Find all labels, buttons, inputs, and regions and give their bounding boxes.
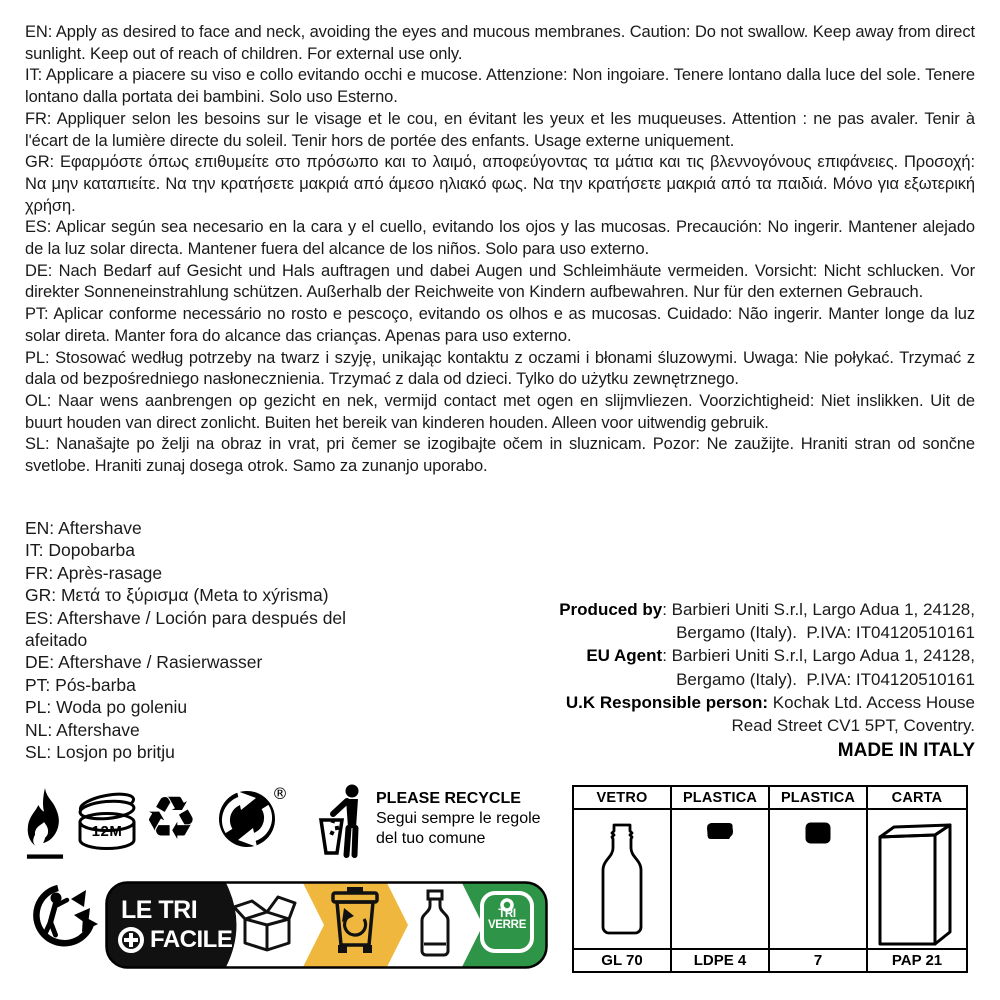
plus-icon: [118, 927, 144, 953]
directions-de: DE: Nach Bedarf auf Gesicht und Hals auftragen und dabei Augen und Schleimhäute vermeiden. Vorsicht: Nicht schlucken. Vor direkter Sonneneinstrahlung schützen. Außerhalb der Reichweite von Kindern aufbewahren. Nur für den externen Gebrauch.: [25, 261, 975, 302]
please-recycle-block: [376, 789, 586, 849]
code-pap21: PAP 21: [891, 952, 943, 969]
plastic-cap-icon: [706, 822, 734, 840]
registered-trademark-icon: ®: [272, 784, 288, 803]
cell-cardboard-box: [868, 810, 966, 950]
cell-plastic-cap-square: [770, 810, 868, 950]
plastic-cap-square-icon: [805, 822, 831, 844]
triman-icon: [28, 884, 98, 952]
green-dot-icon: [218, 790, 276, 848]
pao-12m-icon: [76, 791, 138, 851]
pao-12m-label: 12M: [91, 823, 123, 840]
code-ldpe4: LDPE 4: [672, 950, 770, 971]
produced-by-line2: Bergamo (Italy). P.IVA: IT04120510161: [676, 623, 975, 643]
eu-agent-line: EU Agent: Barbieri Uniti S.r.l, Largo Adua 1, 24128,: [586, 646, 975, 666]
product-names-block: [25, 517, 355, 763]
glass-bottle-icon: [593, 822, 651, 940]
directions-fr: FR: Appliquer selon les besoins sur le visage et le cou, en évitant les yeux et les muqueuses. Attention : ne pas avaler. Tenir à l'écart de la lumière directe du soleil. Tenir hors de portée des enfants. Usage externe uniquement.: [25, 109, 975, 150]
directions-sl: SL: Nanašajte po želji na obraz in vrat, pri čemer se izogibajte očem in sluznicam. Pozor: Ne zaužijte. Hraniti stran od sončne svetlobe. Hraniti zunaj dosega otrok. Samo za zunanjo uporabo.: [25, 435, 975, 476]
flammable-icon: [26, 786, 64, 864]
cell-plastic-cap: [672, 810, 770, 950]
name-pl: PL: Woda po goleniu: [25, 697, 188, 718]
directions-pt: PT: Aplicar conforme necessário no rosto e pescoço, evitando os olhos e as mucosas. Cuidado: Não ingerir. Manter longe da luz solar direta. Manter fora do alcance das crianças. Apenas para uso externo.: [25, 305, 975, 345]
facile-label: FACILE: [150, 926, 233, 953]
made-in-italy-label: MADE IN ITALY: [837, 740, 975, 761]
column-header-plastica2: PLASTICA: [770, 787, 868, 810]
directions-pl: PL: Stosować według potrzeby na twarz i szyję, unikając kontaktu z oczami i błonami śluzowymi. Uwaga: Nie połykać. Trzymać z dala od bezpośredniego nasłonecznienia. Trzymać z dala od dzieci. Tylko do użytku zewnętrznego.: [25, 348, 975, 389]
name-fr: FR: Après-rasage: [25, 562, 163, 583]
le-tri-label: LE TRI: [121, 896, 198, 924]
cell-glass-bottle: [574, 810, 672, 950]
uk-person-line: U.K Responsible person: Kochak Ltd. Access House: [565, 692, 975, 712]
please-recycle-title: PLEASE RECYCLE: [376, 790, 521, 807]
directions-it: IT: Applicare a piacere su viso e collo evitando occhi e mucose. Attenzione: Non ingoiare. Tenere lontano dalla luce del sole. Tenere lontano dalla portata dei bambini. Solo uso Esterno.: [25, 66, 975, 107]
column-header-vetro: VETRO: [574, 787, 672, 810]
name-it: IT: Dopobarba: [25, 540, 135, 561]
directions-block: [25, 22, 975, 478]
directions-nl: OL: Naar wens aanbrengen op gezicht en nek, vermijd contact met ogen en slijmvliezen. Voorzichtigheid: Niet inslikken. Uit de buurt houden van direct zonlicht. Buiten het bereik van kinderen houden. Alleen voor uitwendig gebruik.: [25, 391, 975, 432]
column-header-carta: CARTA: [868, 787, 966, 810]
material-table: [572, 785, 968, 973]
tri-verre-label: TRI VERRE: [487, 908, 527, 931]
code-7: 7: [770, 950, 868, 971]
directions-en: EN: Apply as desired to face and neck, avoiding the eyes and mucous membranes. Caution: Do not swallow. Keep away from direct sunlight. Keep out of reach of children. For external use only.: [25, 23, 975, 63]
code-gl70: GL 70: [574, 950, 672, 971]
directions-es: ES: Aplicar según sea necesario en la cara y el cuello, evitando los ojos y las mucosas. Precaución: No ingerir. Mantener alejado de la luz solar directa. Mantener fuera del alcance de los niños. Solo para uso externo.: [25, 218, 975, 259]
directions-gr: GR: Εφαρμόστε όπως επιθυμείτε στο πρόσωπο και το λαιμό, αποφεύγοντας τα μάτια και τις βλεννογόνους επιφάνειες. Προσοχή: Να μην καταπιείτε. Να την κρατήσετε μακριά από άμεσο ηλιακό φως. Να την κρατήσετε μακριά από τα παιδιά. Μόνο για εξωτερική χρήση.: [25, 153, 975, 215]
name-nl: NL: Aftershave: [25, 719, 140, 740]
band-black-section: [105, 881, 237, 969]
name-en: EN: Aftershave: [25, 518, 142, 538]
column-header-plastica1: PLASTICA: [672, 787, 770, 810]
uk-person-line2: Read Street CV1 5PT, Coventry.: [731, 716, 975, 736]
name-gr: GR: Μετά το ξύρισμα (Meta to xýrisma): [25, 585, 329, 606]
please-recycle-line1: Segui sempre le regole: [376, 810, 541, 827]
recycle-mobius-icon: ♻: [144, 784, 198, 854]
producer-block: [505, 598, 975, 737]
name-sl: SL: Losjon po britju: [25, 742, 175, 763]
please-recycle-line2: del tuo comune: [376, 830, 486, 847]
produced-by-line: Produced by: Barbieri Uniti S.r.l, Largo Adua 1, 24128,: [559, 600, 975, 619]
name-es: ES: Aftershave / Loción para después del afeitado: [25, 607, 347, 651]
eu-agent-line2: Bergamo (Italy). P.IVA: IT04120510161: [676, 669, 975, 689]
name-pt: PT: Pós-barba: [25, 674, 136, 695]
cardboard-box-icon: [877, 822, 957, 946]
name-de: DE: Aftershave / Rasierwasser: [25, 652, 263, 673]
tidyman-icon: [318, 784, 370, 860]
